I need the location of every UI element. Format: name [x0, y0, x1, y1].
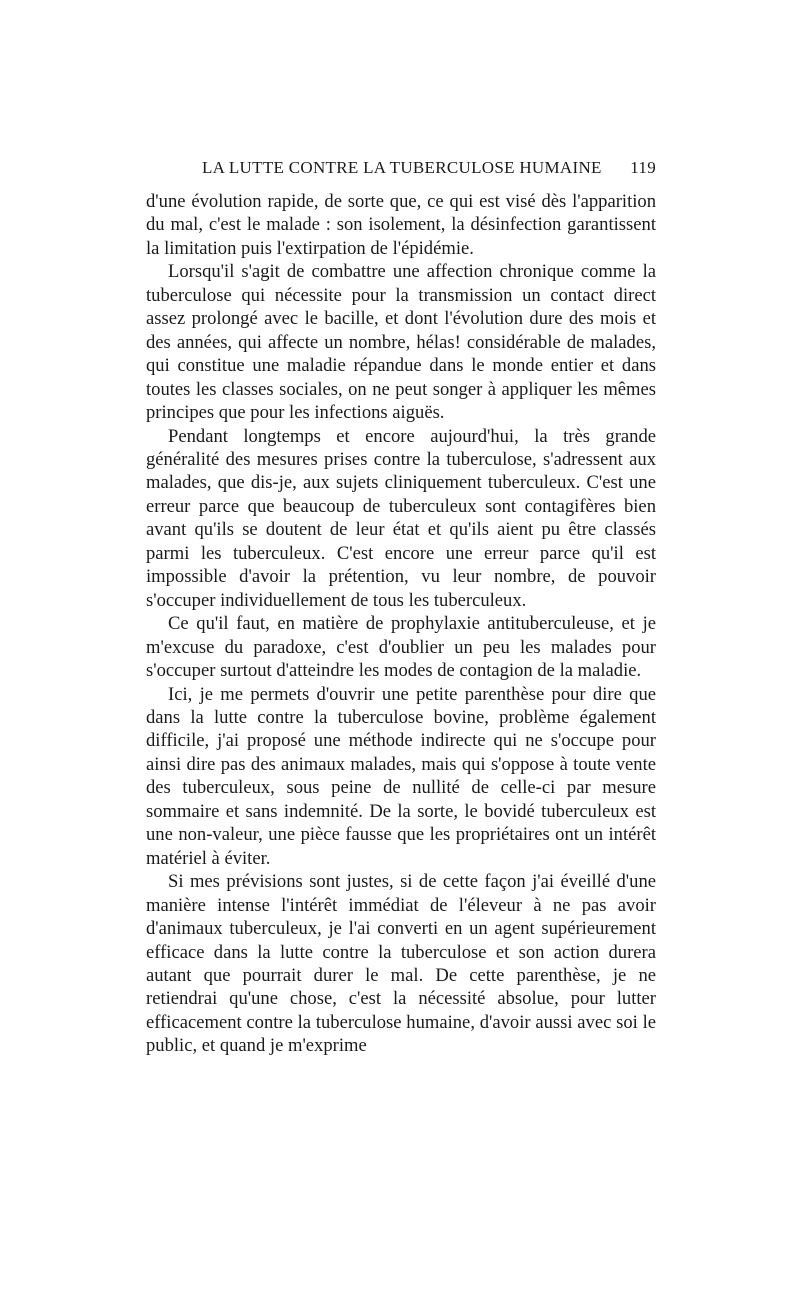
- paragraph-4: Ce qu'il faut, en matière de prophylaxie antituberculeuse, et je m'excuse du paradoxe, c'est d'oublier un peu les malades pour s'occuper surtout d'atteindre les modes de contagion de la maladie.: [146, 613, 656, 682]
- paragraph-5: Ici, je me permets d'ouvrir une petite parenthèse pour dire que dans la lutte contre la tuberculose bovine, problème également difficile, j'ai proposé une méthode indirecte qui ne s'occupe pour ainsi dire pas des animaux malades, mais qui s'oppose à toute vente des tuberculeux, sous peine de nullité de celle-ci par mesure sommaire et sans indemnité. De la sorte, le bovidé tuberculeux est une non-valeur, une pièce fausse que les propriétaires ont un intérêt matériel à éviter.: [146, 683, 656, 869]
- paragraph-6: Si mes prévisions sont justes, si de cette façon j'ai éveillé d'une manière intense l'intérêt immédiat de l'éleveur à ne pas avoir d'animaux tuberculeux, je l'ai converti en un agent supérieurement efficace dans la lutte contre la tuberculose et son action durera autant que pourrait durer le mal. De cette parenthèse, je ne retiendrai qu'une chose, c'est la nécessité absolue, pour lutter efficacement contre la tuberculose humaine, d'avoir aussi avec soi le public, et quand je m'exprime: [146, 871, 656, 1057]
- running-head: [146, 158, 656, 182]
- paragraph-3: Pendant longtemps et encore aujourd'hui, la très grande généralité des mesures prises contre la tuberculose, s'adressent aux malades, que dis-je, aux sujets cliniquement tuberculeux. C'est une erreur parce que beaucoup de tuberculeux sont contagifères bien avant qu'ils se doutent de leur état et qu'ils aient pu être classés parmi les tuberculeux. C'est encore une erreur parce qu'il est impossible d'avoir la prétention, vu leur nombre, de pouvoir s'occuper individuellement de tous les tuberculeux.: [146, 425, 656, 611]
- paragraph-1: d'une évolution rapide, de sorte que, ce qui est visé dès l'apparition du mal, c'est le malade : son isolement, la désinfection garantissent la limitation puis l'extirpation de l'épidémie.: [146, 191, 656, 259]
- paragraph-2: Lorsqu'il s'agit de combattre une affection chronique comme la tuberculose qui nécessite pour la transmission un contact direct assez prolongé avec le bacille, et dont l'évolution dure des mois et des années, qui affecte un nombre, hélas! considérable de malades, qui constitue une maladie répandue dans le monde entier et dans toutes les classes sociales, on ne peut songer à appliquer les mêmes principes que pour les infections aiguës.: [146, 261, 656, 424]
- page-number: 119: [630, 158, 656, 177]
- running-title: LA LUTTE CONTRE LA TUBERCULOSE HUMAINE: [202, 158, 602, 177]
- body-text: [146, 190, 656, 1058]
